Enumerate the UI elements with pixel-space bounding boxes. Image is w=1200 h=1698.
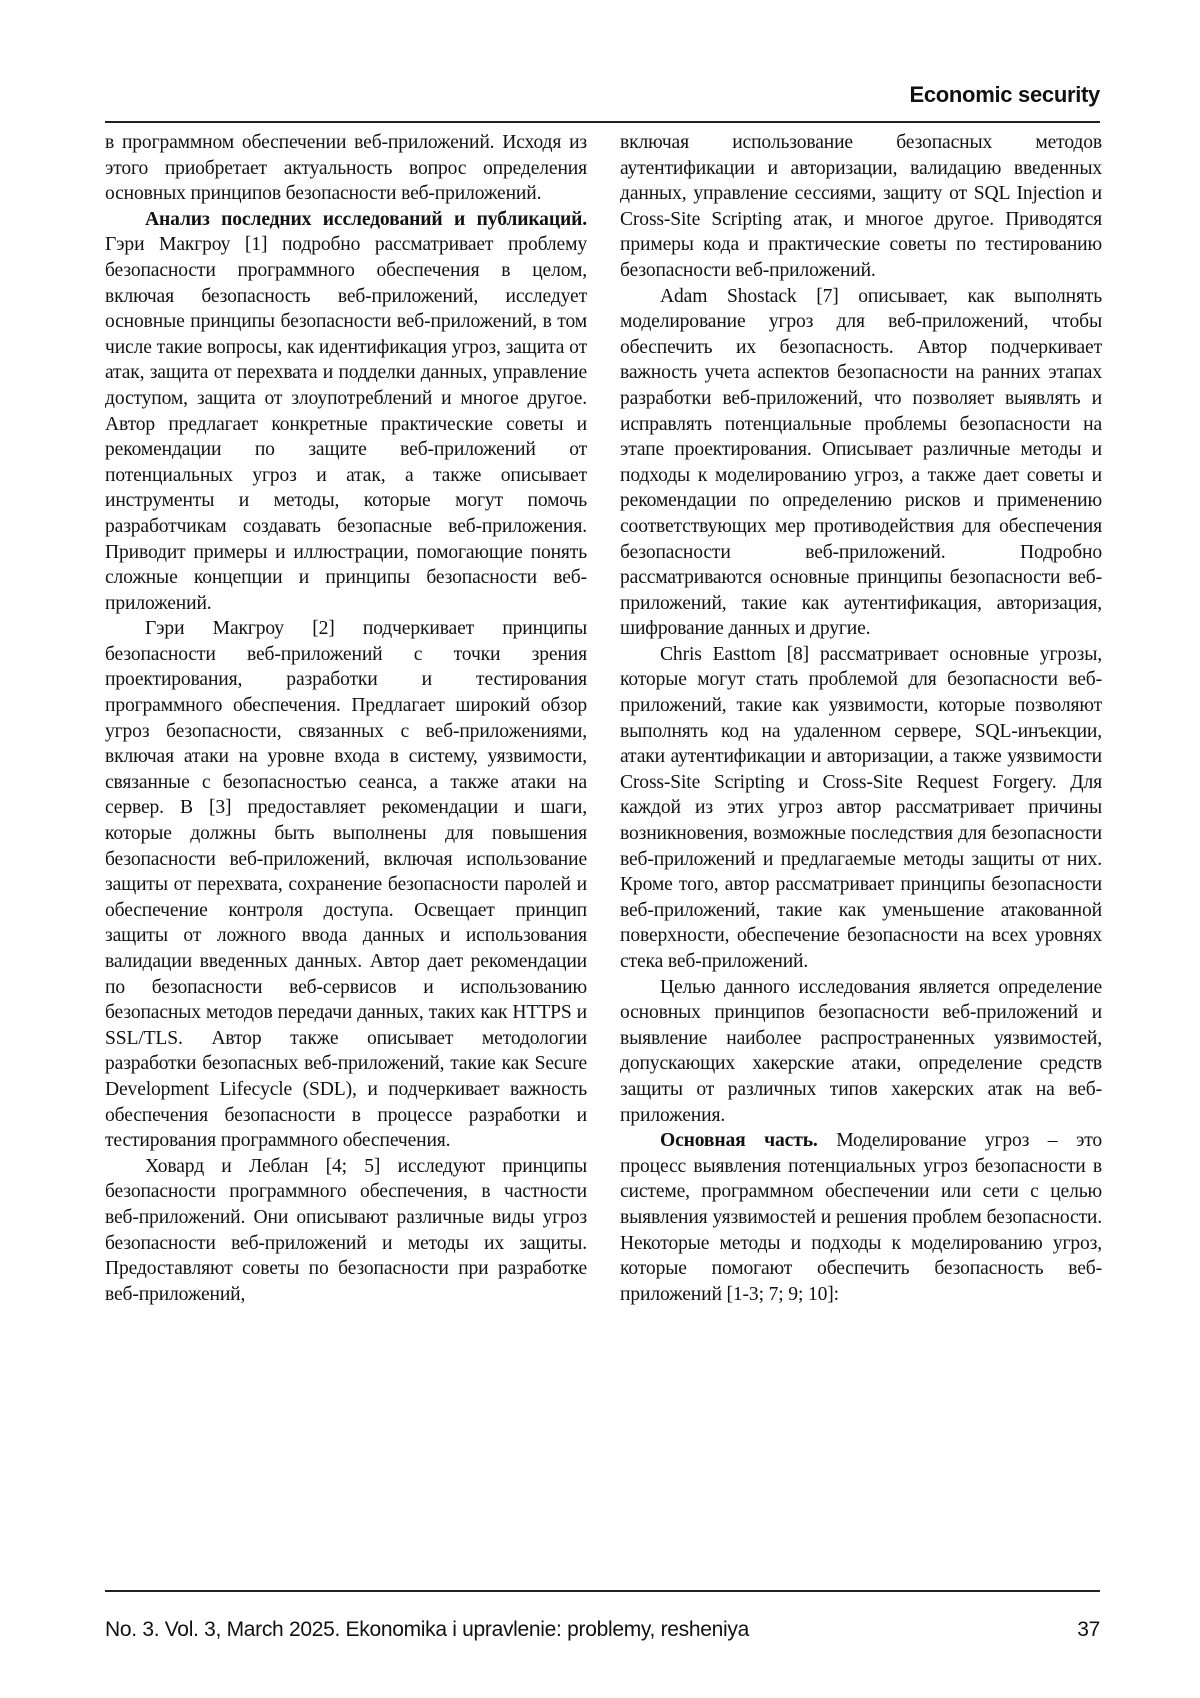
paragraph [105,130,587,207]
page-footer [105,1618,1100,1642]
paragraph [620,284,1102,642]
left-column [105,130,587,1307]
footer-divider [105,1590,1100,1592]
paragraph [620,975,1102,1129]
paragraph-text: включая использование безопасных методов аутентификации и авторизации, валидацию введенных данных, управление сессиями, защиту от SQL Injection и Cross-Site Scripting атак, и многое другое. Приводятся примеры кода и практические советы по тестированию безопасности веб-приложений. [620,132,1102,281]
journal-citation: No. 3. Vol. 3, March 2025. Ekonomika i upravlenie: problemy, resheniya [105,1618,749,1642]
header-divider [105,121,1100,123]
paragraph [105,207,587,617]
paragraph-text: Целью данного исследования является определение основных принципов безопасности веб-приложений и выявление наиболее распространенных уязвимостей, допускающих хакерские атаки, определение средств защиты от различных типов хакерских атак на веб-приложения. [620,977,1102,1126]
section-heading: Анализ последних исследований и публикаций. [145,209,587,230]
page-number: 37 [1077,1618,1100,1642]
paragraph-text: Adam Shostack [7] описывает, как выполнять моделирование угроз для веб-приложений, чтобы обеспечить их безопасность. Автор подчеркивает важность учета аспектов безопасности на ранних этапах разработки веб-приложений, что позволяет выявлять и исправлять потенциальные проблемы безопасности на этапе проектирования. Описывает различные методы и подходы к моделированию угроз, а также дает советы и рекомендации по определению рисков и применению соответствующих мер противодействия для обеспечения безопасности веб-приложений. Подробно рассматриваются основные принципы безопасности веб-приложений, такие как аутентификация, авторизация, шифрование данных и другие. [620,286,1102,640]
paragraph-text: Моделирование угроз – это процесс выявления потенциальных угроз безопасности в системе, программном обеспечении или сети с целью выявления уязвимостей и решения проблем безопасности. Некоторые методы и подходы к моделированию угроз, которые помогают обеспечить безопасность веб-приложений [1-3; 7; 9; 10]: [620,1130,1102,1305]
paragraph [620,1128,1102,1307]
running-header: Economic security [105,82,1100,108]
paragraph-text: Гэри Макгроу [1] подробно рассматривает проблему безопасности программного обеспечения в целом, включая безопасность веб-приложений, исследует основные принципы безопасности веб-приложений, в том числе такие вопросы, как идентификация угроз, защита от атак, защита от перехвата и подделки данных, управление доступом, защита от злоупотреблений и многое другое. Автор предлагает конкретные практические советы и рекомендации по защите веб-приложений от потенциальных угроз и атак, а также описывает инструменты и методы, которые могут помочь разработчикам создавать безопасные веб-приложения. Приводит примеры и иллюстрации, помогающие понять сложные концепции и принципы безопасности веб-приложений. [105,234,587,613]
paragraph [620,642,1102,975]
paragraph-text: Chris Easttom [8] рассматривает основные угрозы, которые могут стать проблемой для безопасности веб-приложений, такие как уязвимости, которые позволяют выполнять код на удаленном сервере, SQL-инъекции, атаки аутентификации и авторизации, а также уязвимости Cross-Site Scripting и Cross-Site Request Forgery. Для каждой из этих угроз автор рассматривает причины возникновения, возможные последствия для безопасности веб-приложений и предлагаемые методы защиты от них. Кроме того, автор рассматривает принципы безопасности веб-приложений, такие как уменьшение атакованной поверхности, обеспечение безопасности на всех уровнях стека веб-приложений. [620,644,1102,972]
paragraph [105,616,587,1153]
right-column [620,130,1102,1307]
paragraph [105,1154,587,1308]
paragraph-text: Ховард и Леблан [4; 5] исследуют принципы безопасности программного обеспечения, в частности веб-приложений. Они описывают различные виды угроз безопасности веб-приложений и методы их защиты. Предоставляют советы по безопасности при разработке веб-приложений, [105,1156,587,1305]
paragraph [620,130,1102,284]
paragraph-text: в программном обеспечении веб-приложений. Исходя из этого приобретает актуальность вопрос определения основных принципов безопасности веб-приложений. [105,132,587,204]
section-heading: Основная часть. [660,1130,818,1151]
paragraph-text: Гэри Макгроу [2] подчеркивает принципы безопасности веб-приложений с точки зрения проектирования, разработки и тестирования программного обеспечения. Предлагает широкий обзор угроз безопасности, связанных с веб-приложениями, включая атаки на уровне входа в систему, уязвимости, связанные с безопасностью сеанса, а также атаки на сервер. В [3] предоставляет рекомендации и шаги, которые должны быть выполнены для повышения безопасности веб-приложений, включая использование защиты от перехвата, сохранение безопасности паролей и обеспечение контроля доступа. Освещает принцип защиты от ложного ввода данных и использования валидации введенных данных. Автор дает рекомендации по безопасности веб-сервисов и использованию безопасных методов передачи данных, таких как HTTPS и SSL/TLS. Автор также описывает методологии разработки безопасных веб-приложений, такие как Secure Development Lifecycle (SDL), и подчеркивает важность обеспечения безопасности в процессе разработки и тестирования программного обеспечения. [105,618,587,1151]
